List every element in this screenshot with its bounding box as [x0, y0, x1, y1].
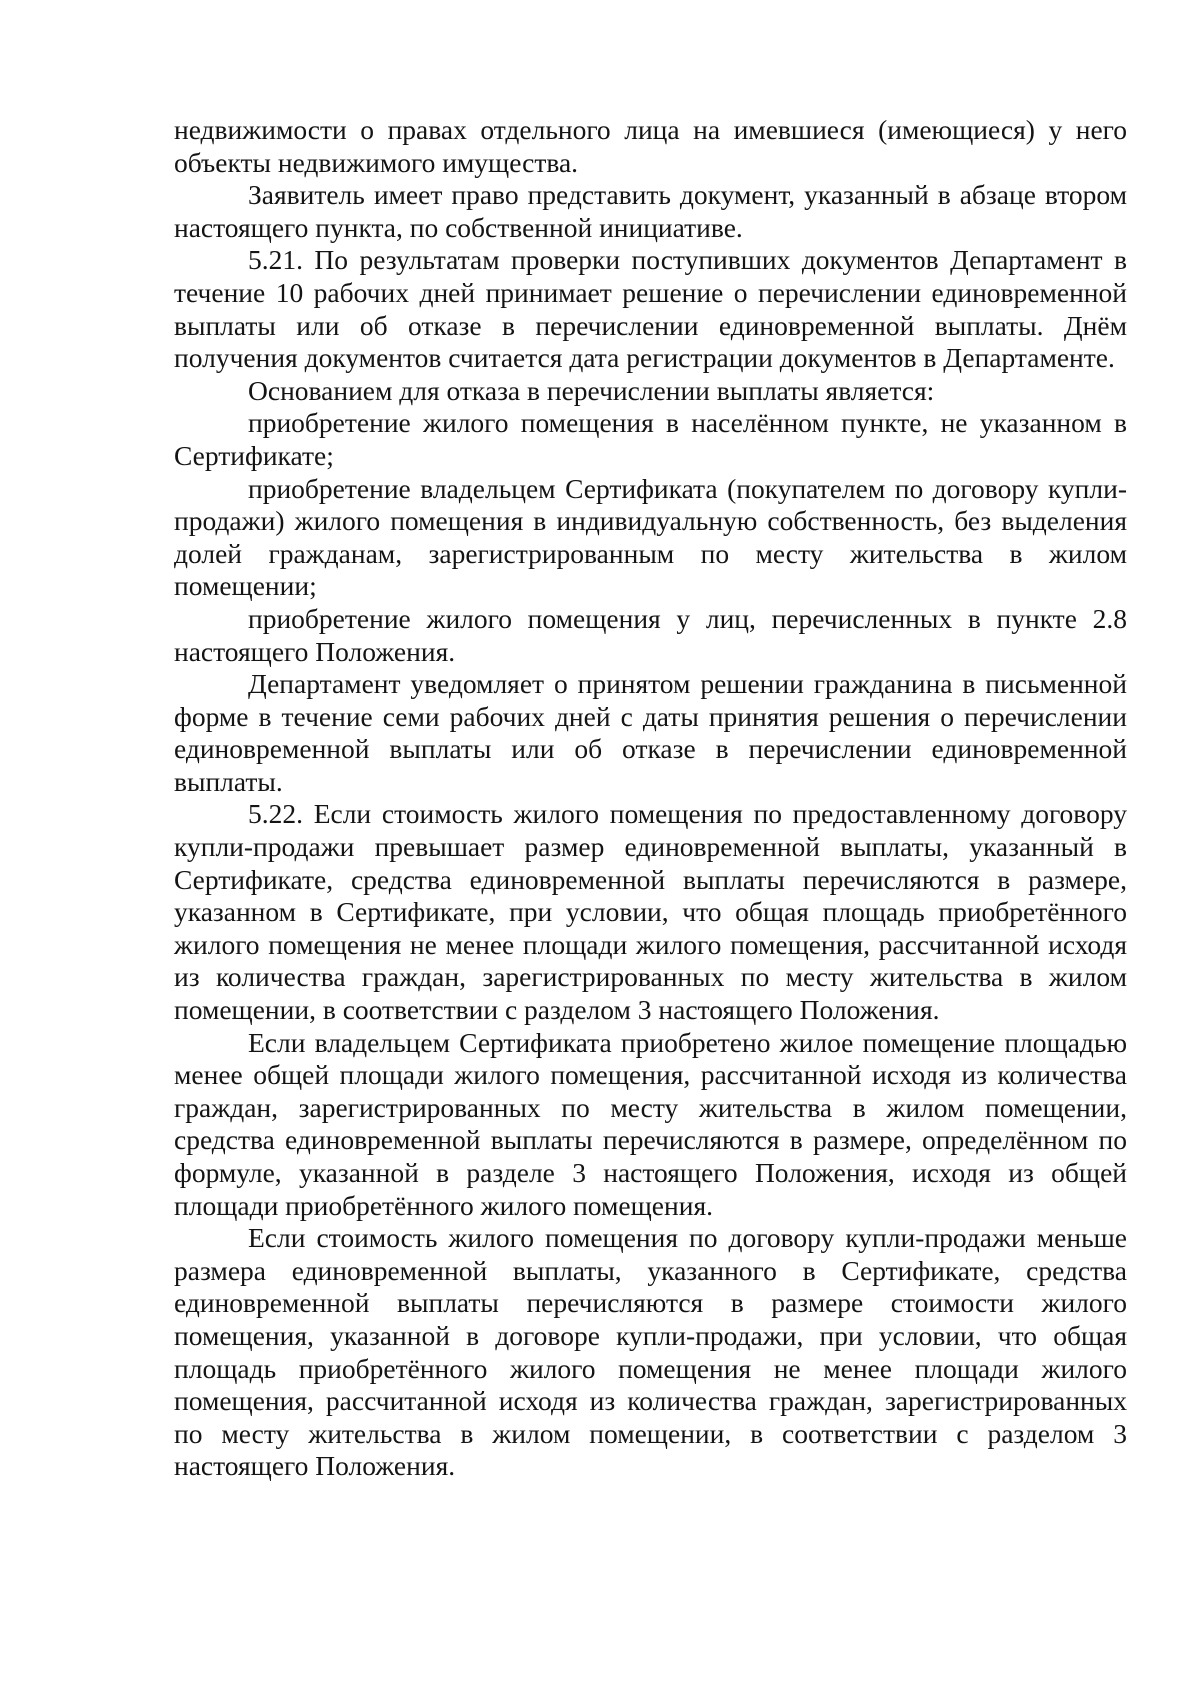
paragraph-clause-5-22: 5.22. Если стоимость жилого помещения по предоставленному договору купли-продажи превышает размер единовременной выплаты, указанный в Сертификате, средства единовременной выплаты перечисляются в размере, указанном в Сертификате, при условии, что общая площадь приобретённого жилого помещения не менее площади жилого помещения, рассчитанной исходя из количества граждан, зарегистрированных по месту жительства в жилом помещении, в соответствии с разделом 3 настоящего Положения. — [174, 798, 1127, 1026]
document-body — [174, 114, 1127, 1483]
paragraph-smaller-area: Если владельцем Сертификата приобретено жилое помещение площадью менее общей площади жилого помещения, рассчитанной исходя из количества граждан, зарегистрированных по месту жительства в жилом помещении, средства единовременной выплаты перечисляются в размере, определённом по формуле, указанной в разделе 3 настоящего Положения, исходя из общей площади приобретённого жилого помещения. — [174, 1026, 1127, 1221]
paragraph-applicant-right: Заявитель имеет право представить документ, указанный в абзаце втором настоящего пункта, по собственной инициативе. — [174, 179, 1127, 243]
paragraph-ground-persons: приобретение жилого помещения у лиц, перечисленных в пункте 2.8 настоящего Положения. — [174, 602, 1127, 667]
paragraph-notification: Департамент уведомляет о принятом решении гражданина в письменной форме в течение семи рабочих дней с даты принятия решения о перечислении единовременной выплаты или об отказе в перечислении единовременной выплаты. — [174, 668, 1127, 797]
paragraph-clause-5-21: 5.21. По результатам проверки поступивших документов Департамент в течение 10 рабочих дней принимает решение о перечислении единовременной выплаты или об отказе в перечислении единовременной выплаты. Днём получения документов считается дата регистрации документов в Департаменте. — [174, 244, 1127, 374]
paragraph-continuation: недвижимости о правах отдельного лица на имевшиеся (имеющиеся) у него объекты недвижимого имущества. — [174, 114, 1127, 178]
paragraph-ground-ownership: приобретение владельцем Сертификата (покупателем по договору купли-продажи) жилого помещения в индивидуальную собственность, без выделения долей гражданам, зарегистрированным по месту жительства в жилом помещении; — [174, 472, 1127, 602]
paragraph-refusal-grounds: Основанием для отказа в перечислении выплаты является: — [248, 374, 935, 406]
paragraph-lower-cost: Если стоимость жилого помещения по договору купли-продажи меньше размера единовременной выплаты, указанного в Сертификате, средства единовременной выплаты перечисляются в размере стоимости жилого помещения, указанной в договоре купли-продажи, при условии, что общая площадь приобретённого жилого помещения не менее площади жилого помещения, рассчитанной исходя из количества граждан, зарегистрированных по месту жительства в жилом помещении, в соответствии с разделом 3 настоящего Положения. — [174, 1222, 1127, 1482]
paragraph-ground-location: приобретение жилого помещения в населённом пункте, не указанном в Сертификате; — [174, 407, 1127, 471]
